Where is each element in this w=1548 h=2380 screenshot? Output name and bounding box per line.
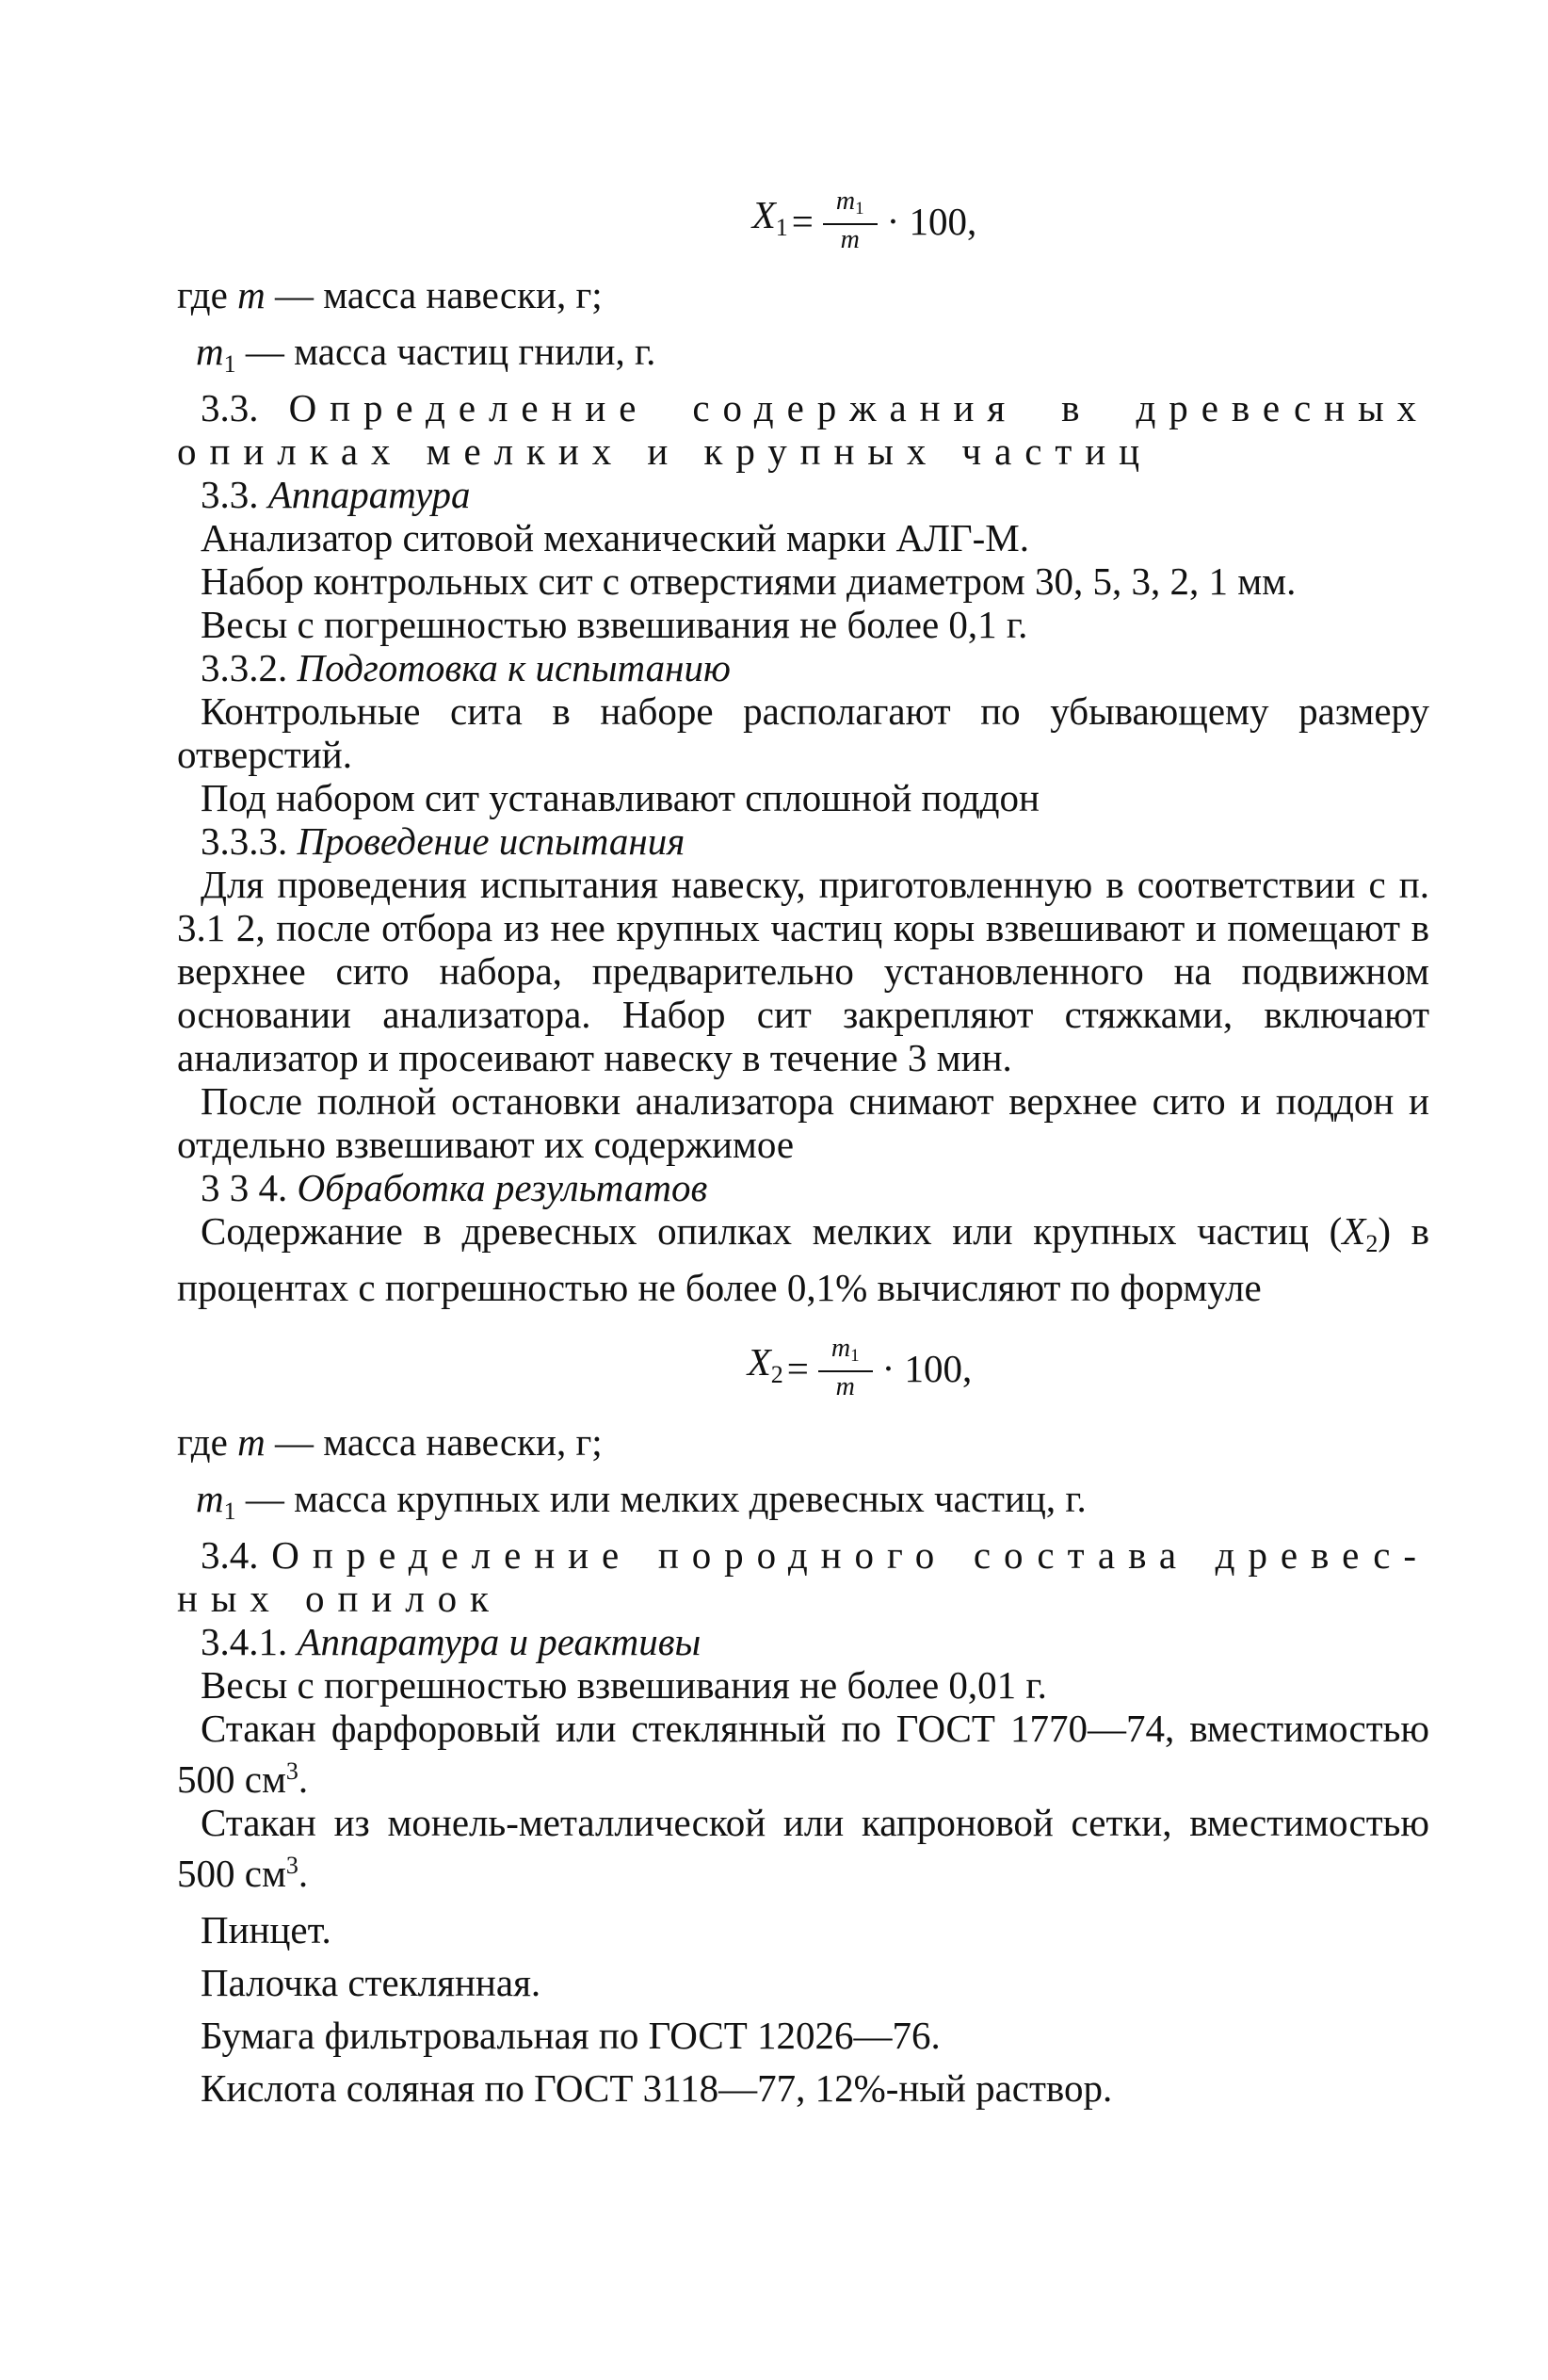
formula-lhs: $X_1$ (751, 193, 788, 241)
section-heading-3-3-cont: опилках мелких и крупных частиц (177, 429, 1153, 473)
document-page (177, 170, 1429, 2110)
subsection-heading: 3.3. Аппаратура (201, 473, 471, 516)
formula-fraction (823, 187, 878, 255)
formula-x2 (290, 1317, 1429, 1420)
subsection-heading: 3.4.1. Аппаратура и реактивы (201, 1620, 701, 1663)
fraction-numerator: $m_1$ (823, 187, 878, 225)
paragraph: Стакан из монель-металлической или капроновой сетки, вместимостью 500 $см^3$. (177, 1801, 1429, 1895)
where-line: $m_1$ — масса крупных или мелких древесных частиц, г. (196, 1477, 1087, 1525)
paragraph: Набор контрольных сит с отверстиями диаметром 30, 5, 3, 2, 1 мм. (201, 559, 1297, 603)
paragraph: Контрольные сита в наборе располагают по убывающему размеру отверстий. (177, 689, 1429, 776)
where-line: где m — масса навески, г; (177, 273, 603, 316)
paragraph: Содержание в древесных опилках мелких или крупных частиц $(X_2)$ в процентах с погрешностью не более 0,1% вычисляют по формуле (177, 1209, 1429, 1309)
where-line: $m_1$ — масса частиц гнили, г. (196, 330, 656, 378)
paragraph: Анализатор ситовой механический марки АЛГ-М. (201, 516, 1029, 559)
subsection-heading: 3.3.2. Подготовка к испытанию (201, 646, 731, 689)
fraction-denominator: m (835, 1372, 855, 1401)
paragraph: Весы с погрешностью взвешивания не более 0,01 г. (201, 1663, 1047, 1707)
fraction-denominator: m (840, 225, 860, 254)
paragraph: Весы с погрешностью взвешивания не более 0,1 г. (201, 603, 1028, 646)
paragraph: После полной остановки анализатора снимают верхнее сито и поддон и отдельно взвешивают их содержимое (177, 1079, 1429, 1166)
paragraph: Кислота соляная по ГОСТ 3118—77, 12%-ный раствор. (201, 2066, 1113, 2110)
formula-x1 (299, 170, 1429, 273)
formula-equals: = (786, 1347, 809, 1390)
section-heading-3-4-cont: ных опилок (177, 1577, 502, 1620)
section-heading-3-3: 3.3. Определение содержания в древесных (201, 386, 1429, 429)
formula-multiplier: · 100, (881, 1347, 973, 1390)
formula-fraction (818, 1335, 873, 1402)
section-heading-3-4: 3.4. Определение породного состава древес- (201, 1533, 1429, 1577)
where-line: где m — масса навески, г; (177, 1420, 603, 1464)
formula-equals: = (791, 200, 814, 243)
paragraph: Стакан фарфоровый или стеклянный по ГОСТ 1770—74, вместимостью 500 $см^3$. (177, 1707, 1429, 1801)
paragraph: Пинцет. (201, 1908, 331, 1951)
paragraph: Для проведения испытания навеску, приготовленную в соответствии с п. 3.1 2, после отбора из нее крупных частиц коры взвешивают и помещают в верхнее сито набора, предварительно установленного на подвижном основании анализатора. Набор сит закрепляют стяжками, включают анализатор и просеивают навеску в течение 3 мин. (177, 863, 1429, 1079)
formula-lhs: $X_2$ (747, 1340, 783, 1388)
subsection-heading: 3.3.3. Проведение испытания (201, 819, 685, 863)
paragraph: Палочка стеклянная. (201, 1961, 541, 2004)
subsection-heading: 3 3 4. Обработка результатов (201, 1166, 708, 1209)
formula-multiplier: · 100, (886, 200, 977, 243)
paragraph: Под набором сит устанавливают сплошной поддон (201, 776, 1040, 819)
paragraph: Бумага фильтровальная по ГОСТ 12026—76. (201, 2014, 941, 2057)
fraction-numerator: $m_1$ (818, 1335, 873, 1372)
